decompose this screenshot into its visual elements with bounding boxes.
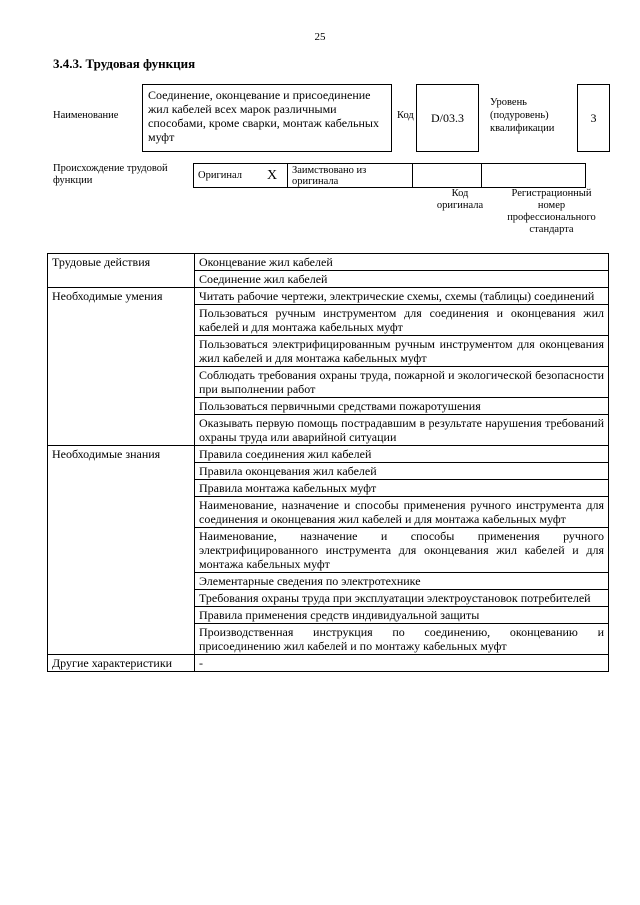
item-cell: Оконцевание жил кабелей <box>195 254 609 271</box>
item-cell: Пользоваться электрифицированным ручным инструментом для оконцевания жил кабелей и для монтажа кабельных муфт <box>195 336 609 367</box>
item-cell: Наименование, назначение и способы применения ручного инструмента для соединения и оконцевания жил кабелей и для монтажа кабельных муфт <box>195 497 609 528</box>
competency-table <box>47 253 609 672</box>
category-cell: Необходимые умения <box>48 288 195 446</box>
item-cell: Читать рабочие чертежи, электрические схемы, схемы (таблицы) соединений <box>195 288 609 305</box>
item-cell: Требования охраны труда при эксплуатации электроустановок потребителей <box>195 590 609 607</box>
item-cell: Правила монтажа кабельных муфт <box>195 480 609 497</box>
table-row <box>48 655 609 672</box>
level-value <box>577 84 610 152</box>
reg-number-cell <box>482 164 586 188</box>
origin-table <box>193 163 586 188</box>
table-row <box>48 288 609 305</box>
code-label: Код <box>397 110 414 121</box>
original-label: Оригинал <box>194 164 258 188</box>
item-cell: Пользоваться первичными средствами пожаротушения <box>195 398 609 415</box>
item-cell: Правила оконцевания жил кабелей <box>195 463 609 480</box>
item-cell: Пользоваться ручным инструментом для соединения и оконцевания жил кабелей и для монтажа кабельных муфт <box>195 305 609 336</box>
item-cell: Наименование, назначение и способы применения ручного электрифицированного инструмента для оконцевания жил кабелей и для монтажа кабельных муфт <box>195 528 609 573</box>
category-cell: Необходимые знания <box>48 446 195 655</box>
origin-label: Происхождение трудовой функции <box>53 163 168 186</box>
code-value <box>416 84 479 152</box>
item-cell: Производственная инструкция по соединению, оконцеванию и присоединению жил кабелей и по монтажу кабельных муфт <box>195 624 609 655</box>
caption-reg-number: Регистрационный номер профессионального стандарта <box>507 188 596 235</box>
level-label: Уровень (подуровень) квалификации <box>490 97 555 134</box>
category-cell: Другие характеристики <box>48 655 195 672</box>
item-cell: Соблюдать требования охраны труда, пожарной и экологической безопасности при выполнении работ <box>195 367 609 398</box>
level-value-text: 3 <box>590 110 597 125</box>
page-number: 25 <box>314 31 326 43</box>
caption-original-code: Код оригинала <box>436 188 484 211</box>
item-cell: - <box>195 655 609 672</box>
item-cell: Элементарные сведения по электротехнике <box>195 573 609 590</box>
item-cell: Правила применения средств индивидуальной защиты <box>195 607 609 624</box>
function-name-value: Соединение, оконцевание и присоединение жил кабелей всех марок различными способами, кроме сварки, монтаж кабельных муфт <box>142 84 392 152</box>
code-value-text: D/03.3 <box>431 110 464 125</box>
category-cell: Трудовые действия <box>48 254 195 288</box>
original-code-cell <box>413 164 482 188</box>
borrowed-label: Заимствовано из оригинала <box>288 164 413 188</box>
item-cell: Оказывать первую помощь пострадавшим в результате нарушения требований охраны труда или аварийной ситуации <box>195 415 609 446</box>
section-title: 3.4.3. Трудовая функция <box>53 56 196 71</box>
original-mark: X <box>257 164 288 188</box>
item-cell: Правила соединения жил кабелей <box>195 446 609 463</box>
table-row <box>48 446 609 463</box>
name-label: Наименование <box>53 110 119 121</box>
item-cell: Соединение жил кабелей <box>195 271 609 288</box>
table-row <box>48 254 609 271</box>
